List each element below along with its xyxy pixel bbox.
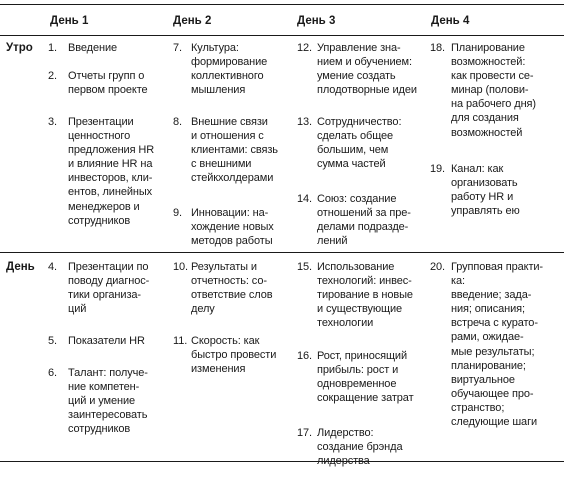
row-divider-rule xyxy=(0,252,564,253)
table-bottom-rule xyxy=(0,461,564,462)
column-header-day-1: День 1 xyxy=(50,15,89,27)
column-header-day-4: День 4 xyxy=(431,15,470,27)
session-item: Внешние связи и отношения с клиентами: связь с внешними стейкхолдерами xyxy=(191,116,278,185)
item-number: 11. xyxy=(173,335,188,347)
session-item: Инновации: на- хождение новых методов работы xyxy=(191,207,274,248)
item-number: 16. xyxy=(297,350,312,362)
session-item: Скорость: как быстро провести изменения xyxy=(191,335,277,376)
item-number: 3. xyxy=(48,116,57,128)
row-label-morning: Утро xyxy=(6,42,33,54)
session-item: Сотрудничество: сделать общее большим, чем сумма частей xyxy=(317,116,402,171)
session-item: Планирование возможностей: как провести се- минар (полови- на рабочего дня) для создания возможностей xyxy=(451,42,536,139)
session-item: Лидерство: создание брэнда лидерства xyxy=(317,427,403,468)
session-item: Показатели HR xyxy=(68,335,145,347)
session-item: Талант: получе- ние компетен- ций и умение заинтересовать сотрудников xyxy=(68,367,148,436)
item-number: 15. xyxy=(297,261,312,273)
item-number: 17. xyxy=(297,427,312,439)
session-item: Использование технологий: инвес- тирование в новые и существующие технологии xyxy=(317,261,413,330)
session-item: Канал: как организовать работу HR и управлять ею xyxy=(451,163,520,218)
session-item: Отчеты групп о первом проекте xyxy=(68,70,148,97)
session-item: Культура: формирование коллективного мышления xyxy=(191,42,268,97)
item-number: 18. xyxy=(430,42,445,54)
item-number: 10. xyxy=(173,261,188,273)
session-item: Управление зна- нием и обучением: умение создать плодотворные идеи xyxy=(317,42,417,97)
item-number: 5. xyxy=(48,335,57,347)
column-header-day-3: День 3 xyxy=(297,15,336,27)
session-item: Групповая практи- ка: введение; зада- ния; описания; встреча с курато- рами, ожидае- мые результаты; планирование; виртуальное обучающее про- странство; следующие шаги xyxy=(451,261,543,429)
item-number: 2. xyxy=(48,70,57,82)
session-item: Презентации по поводу диагнос- тики организа- ций xyxy=(68,261,150,316)
item-number: 1. xyxy=(48,42,57,54)
item-number: 6. xyxy=(48,367,57,379)
session-item: Введение xyxy=(68,42,118,54)
table-top-rule xyxy=(0,4,564,5)
item-number: 14. xyxy=(297,193,312,205)
item-number: 4. xyxy=(48,261,57,273)
session-item: Презентации ценностного предложения HR и влияние HR на инвесторов, кли- ентов, линейных менеджеров и сотрудников xyxy=(68,116,155,227)
item-number: 13. xyxy=(297,116,312,128)
item-number: 19. xyxy=(430,163,445,175)
item-number: 7. xyxy=(173,42,182,54)
session-item: Союз: создание отношений за пре- делами подразде- лений xyxy=(317,193,411,248)
session-item: Результаты и отчетность: со- ответствие слов делу xyxy=(191,261,273,316)
header-rule xyxy=(0,35,564,36)
item-number: 8. xyxy=(173,116,182,128)
item-number: 12. xyxy=(297,42,312,54)
column-header-day-2: День 2 xyxy=(173,15,212,27)
item-number: 20. xyxy=(430,261,445,273)
row-label-day: День xyxy=(6,261,35,273)
session-item: Рост, приносящий прибыль: рост и одновременное сокращение затрат xyxy=(317,350,414,405)
item-number: 9. xyxy=(173,207,182,219)
